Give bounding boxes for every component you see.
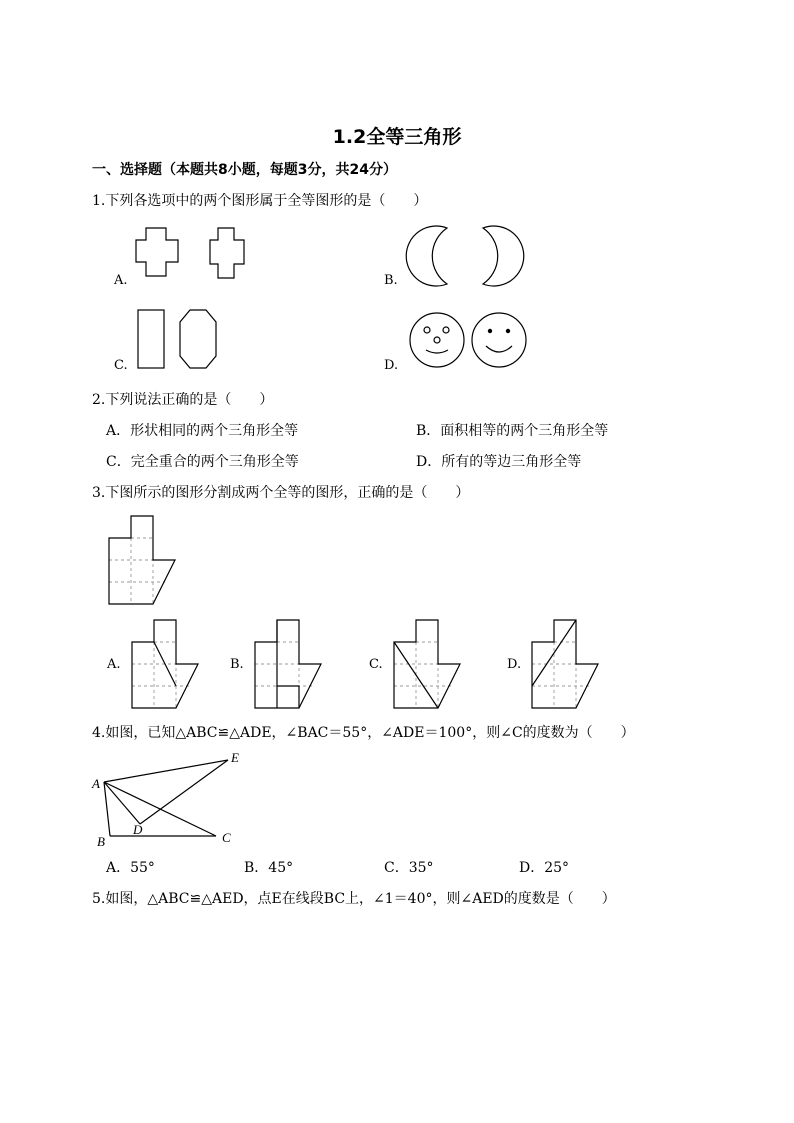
q3-option-a-label[interactable]: A. xyxy=(107,657,121,672)
q2-option-a[interactable]: A．形状相同的两个三角形全等 xyxy=(106,423,299,439)
q3-option-a-figure xyxy=(130,618,205,710)
q3-main-figure xyxy=(105,512,185,607)
q4-point-c-label: C xyxy=(222,830,231,845)
q1-option-c-label[interactable]: C. xyxy=(114,358,128,373)
q4-point-b-label: B xyxy=(97,834,105,849)
page-title: 1.2全等三角形 xyxy=(332,126,462,148)
q1-option-a-label[interactable]: A. xyxy=(114,273,128,288)
q4-option-d[interactable]: D．25° xyxy=(519,860,570,876)
q1-option-d-label[interactable]: D. xyxy=(384,358,399,373)
q2-option-b[interactable]: B．面积相等的两个三角形全等 xyxy=(416,423,609,439)
q1-option-a-figure xyxy=(130,222,260,288)
q3-option-c-label[interactable]: C. xyxy=(369,657,383,672)
q3-stem: 3.下图所示的图形分割成两个全等的图形，正确的是（ ） xyxy=(92,485,470,501)
q3-option-d-figure xyxy=(530,618,605,710)
q3-option-c-figure xyxy=(392,618,467,710)
q1-stem: 1.下列各选项中的两个图形属于全等图形的是（ ） xyxy=(92,193,428,209)
q4-point-d-label: D xyxy=(133,822,143,837)
q4-point-e-label: E xyxy=(231,750,239,765)
q4-option-c[interactable]: C．35° xyxy=(384,860,434,876)
q3-option-d-label[interactable]: D. xyxy=(507,657,522,672)
q4-option-a[interactable]: A．55° xyxy=(106,860,155,876)
q1-option-b-label[interactable]: B. xyxy=(384,273,398,288)
q1-option-d-figure xyxy=(404,310,534,372)
q3-option-b-figure xyxy=(253,618,328,710)
q1-option-c-figure xyxy=(130,306,230,372)
section-heading: 一、选择题（本题共8小题，每题3分，共24分） xyxy=(92,162,397,178)
q2-stem: 2.下列说法正确的是（ ） xyxy=(92,392,274,408)
q3-option-b-label[interactable]: B. xyxy=(230,657,244,672)
q1-option-b-figure xyxy=(405,224,525,290)
q2-option-d[interactable]: D．所有的等边三角形全等 xyxy=(416,454,582,470)
q4-point-a-label: A xyxy=(92,776,100,791)
q2-option-c[interactable]: C．完全重合的两个三角形全等 xyxy=(106,454,299,470)
q4-option-b[interactable]: B．45° xyxy=(244,860,294,876)
q4-stem: 4.如图，已知△ABC≌△ADE，∠BAC＝55°，∠ADE＝100°，则∠C的度数为（ ） xyxy=(92,725,635,741)
q5-stem: 5.如图，△ABC≌△AED，点E在线段BC上，∠1＝40°，则∠AED的度数是（ ） xyxy=(92,891,616,907)
